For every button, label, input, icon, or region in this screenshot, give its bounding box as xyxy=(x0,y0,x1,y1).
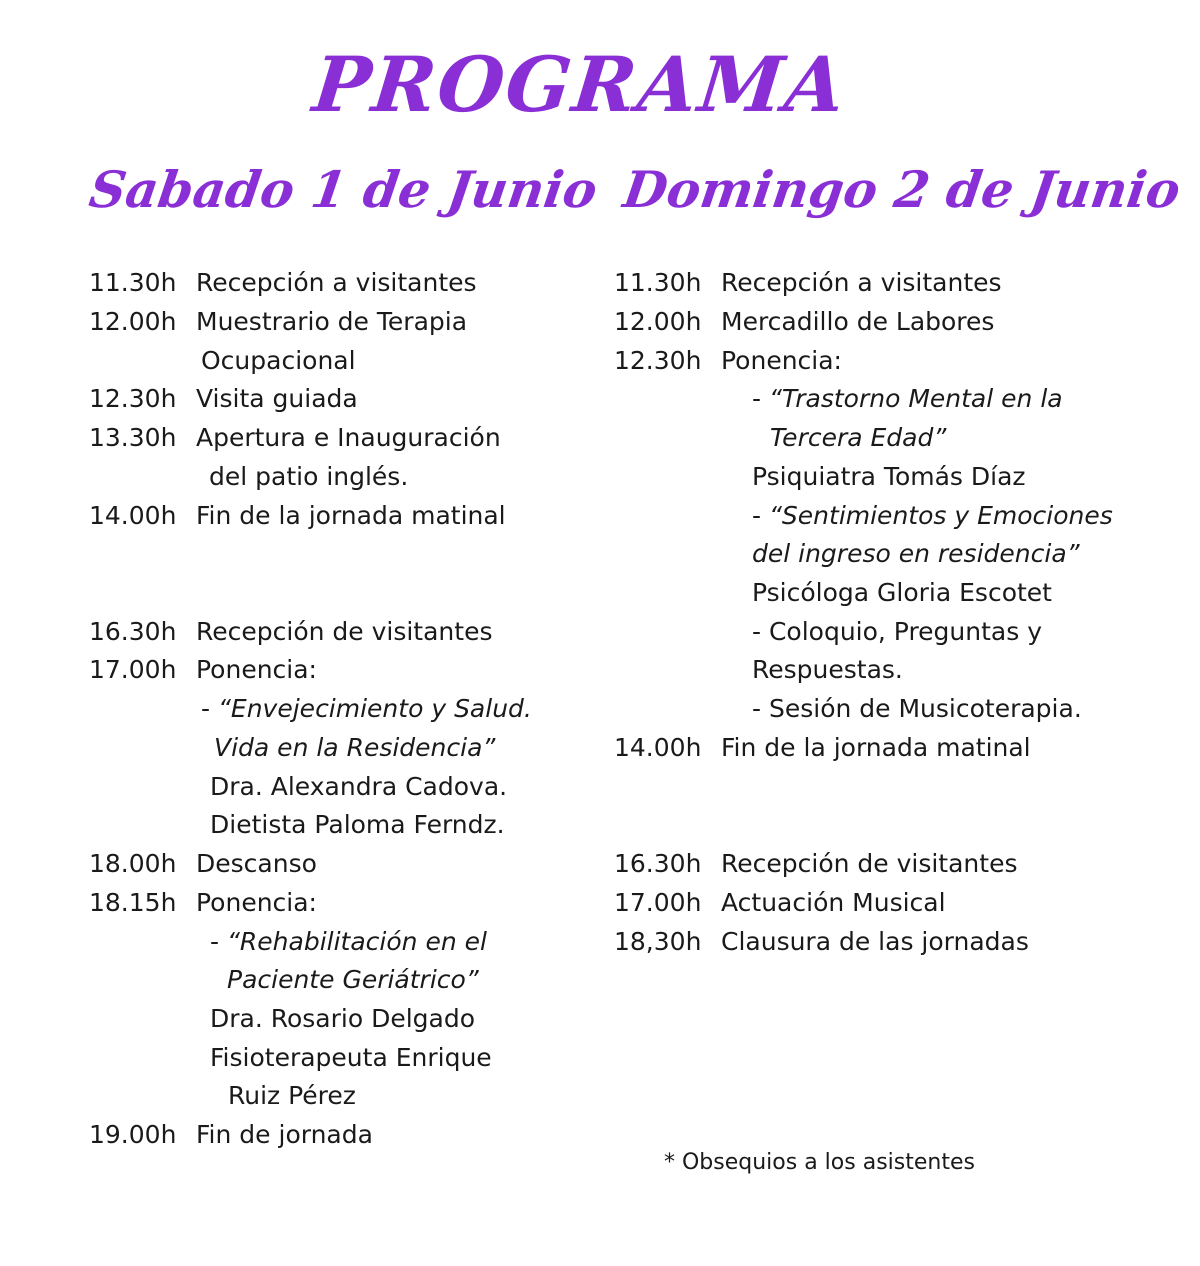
footnote: * Obsequios a los asistentes xyxy=(664,1150,975,1175)
talk-title xyxy=(210,927,487,957)
schedule-row xyxy=(89,423,501,453)
speaker: Ruiz Pérez xyxy=(228,1081,356,1110)
schedule-text: Fin de la jornada matinal xyxy=(721,733,1031,762)
schedule-time: 12.00h xyxy=(89,307,177,336)
speaker: Dra. Alexandra Cadova. xyxy=(210,772,508,801)
schedule-text: Recepción a visitantes xyxy=(196,268,477,297)
schedule-time: 16.30h xyxy=(614,849,702,878)
talk-dash: - xyxy=(210,927,227,956)
schedule-time: 11.30h xyxy=(614,268,702,297)
schedule-row xyxy=(614,268,1002,298)
schedule-row xyxy=(89,501,506,531)
talk-dash: - xyxy=(201,694,218,723)
talk-title-continuation: Tercera Edad” xyxy=(770,423,947,452)
sunday-heading: Domingo 2 de Junio xyxy=(619,160,1184,219)
schedule-row xyxy=(89,268,477,298)
schedule-text: Recepción de visitantes xyxy=(721,849,1018,878)
schedule-time: 16.30h xyxy=(89,617,177,646)
speaker: Fisioterapeuta Enrique xyxy=(210,1043,492,1072)
schedule-text: Ponencia: xyxy=(196,888,317,917)
schedule-continuation: Ocupacional xyxy=(201,346,356,375)
schedule-time: 12.00h xyxy=(614,307,702,336)
schedule-time: 18.00h xyxy=(89,849,177,878)
schedule-text: Fin de la jornada matinal xyxy=(196,501,506,530)
schedule-row xyxy=(614,346,842,376)
schedule-text: Visita guiada xyxy=(196,384,358,413)
schedule-row xyxy=(89,617,492,647)
schedule-row xyxy=(614,307,994,337)
talk-title xyxy=(752,501,1113,531)
schedule-time: 14.00h xyxy=(89,501,177,530)
schedule-text: Actuación Musical xyxy=(721,888,946,917)
talk-dash: - xyxy=(752,384,769,413)
talk-title xyxy=(201,694,532,724)
agenda-item: - Sesión de Musicoterapia. xyxy=(752,694,1082,723)
schedule-row xyxy=(89,384,358,414)
schedule-text: Apertura e Inauguración xyxy=(196,423,501,452)
schedule-text: Descanso xyxy=(196,849,317,878)
schedule-text: Fin de jornada xyxy=(196,1120,373,1149)
schedule-time: 18.15h xyxy=(89,888,177,917)
schedule-time: 19.00h xyxy=(89,1120,177,1149)
agenda-item-continuation: Respuestas. xyxy=(752,655,903,684)
schedule-row xyxy=(89,307,467,337)
schedule-text: Recepción a visitantes xyxy=(721,268,1002,297)
talk-title-continuation: Paciente Geriátrico” xyxy=(227,965,479,994)
schedule-text: Ponencia: xyxy=(196,655,317,684)
schedule-time: 12.30h xyxy=(89,384,177,413)
agenda-item: - Coloquio, Preguntas y xyxy=(752,617,1043,646)
schedule-time: 17.00h xyxy=(89,655,177,684)
schedule-time: 17.00h xyxy=(614,888,702,917)
talk-title-continuation: del ingreso en residencia” xyxy=(752,539,1080,568)
talk-dash: - xyxy=(752,501,769,530)
schedule-row xyxy=(614,849,1017,879)
schedule-time: 18,30h xyxy=(614,927,702,956)
speaker: Dietista Paloma Ferndz. xyxy=(210,810,505,839)
speaker: Psiquiatra Tomás Díaz xyxy=(752,462,1026,491)
talk-title xyxy=(752,384,1063,414)
talk-title-text: “Rehabilitación en el xyxy=(226,927,487,956)
schedule-row xyxy=(614,927,1029,957)
schedule-row xyxy=(89,1120,373,1150)
schedule-continuation: del patio inglés. xyxy=(209,462,409,491)
schedule-text: Mercadillo de Labores xyxy=(721,307,995,336)
talk-title-text: “Trastorno Mental en la xyxy=(768,384,1063,413)
schedule-row xyxy=(89,655,317,685)
schedule-time: 13.30h xyxy=(89,423,177,452)
speaker: Dra. Rosario Delgado xyxy=(210,1004,476,1033)
schedule-time: 14.00h xyxy=(614,733,702,762)
schedule-text: Muestrario de Terapia xyxy=(196,307,468,336)
schedule-text: Ponencia: xyxy=(721,346,842,375)
page-title: PROGRAMA xyxy=(308,40,851,129)
schedule-row xyxy=(89,849,317,879)
schedule-time: 12.30h xyxy=(614,346,702,375)
schedule-row xyxy=(614,888,946,918)
saturday-heading: Sabado 1 de Junio xyxy=(85,160,601,219)
schedule-row xyxy=(614,733,1031,763)
schedule-row xyxy=(89,888,317,918)
schedule-text: Recepción de visitantes xyxy=(196,617,493,646)
talk-title-text: “Envejecimiento y Salud. xyxy=(217,694,532,723)
talk-title-text: “Sentimientos y Emociones xyxy=(768,501,1113,530)
schedule-text: Clausura de las jornadas xyxy=(721,927,1029,956)
schedule-time: 11.30h xyxy=(89,268,177,297)
speaker: Psicóloga Gloria Escotet xyxy=(752,578,1052,607)
talk-title-continuation: Vida en la Residencia” xyxy=(214,733,496,762)
